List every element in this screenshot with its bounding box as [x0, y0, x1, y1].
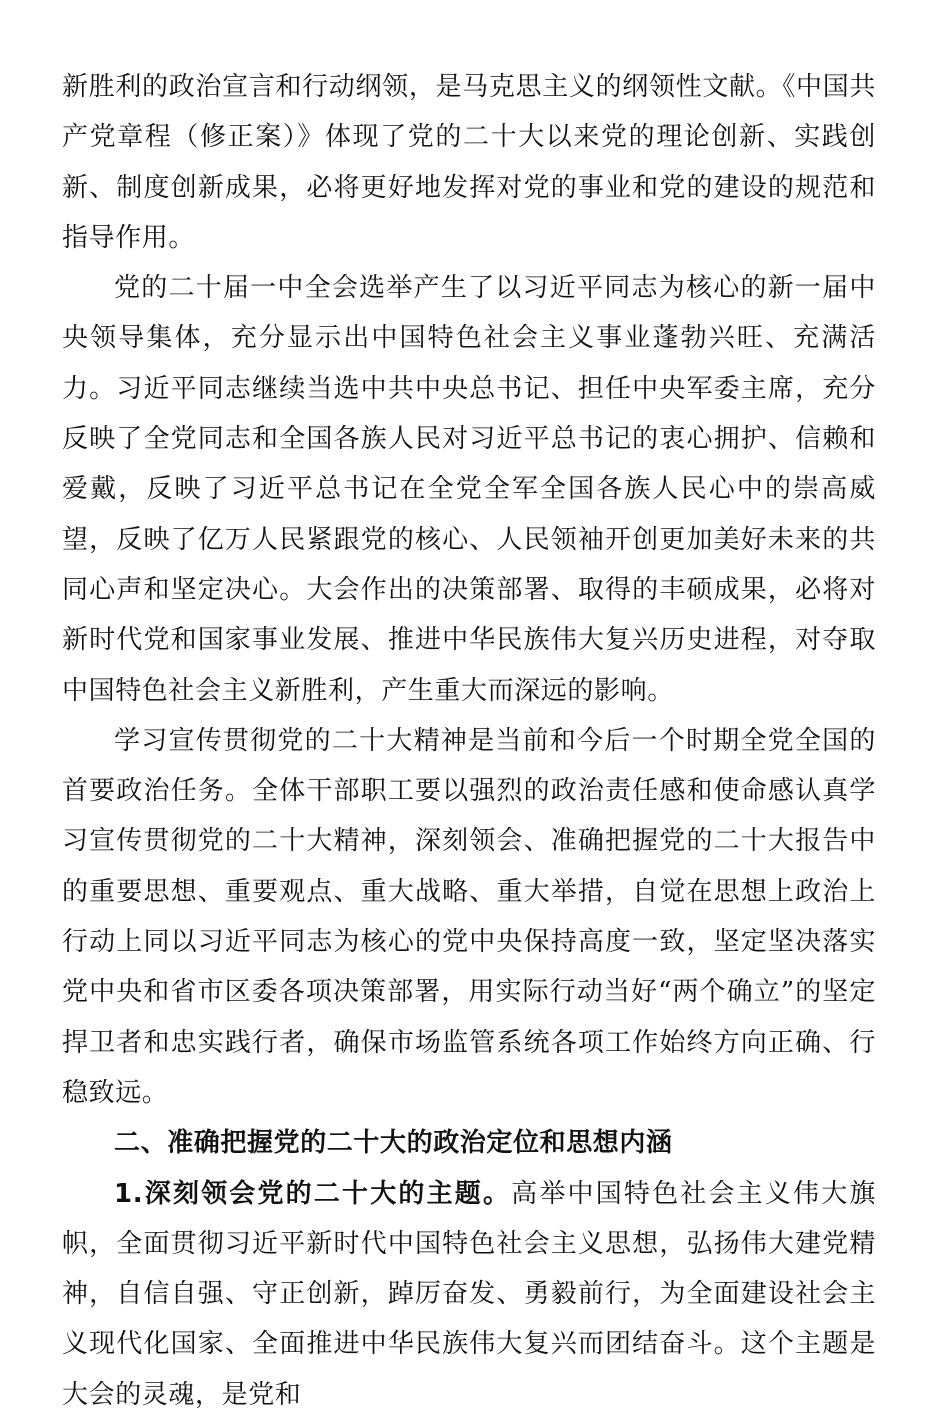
- subsection-text: 高举中国特色社会主义伟大旗帜，全面贯彻习近平新时代中国特色社会主义思想，弘扬伟大建党精神，自信自强、守正创新，踔厉奋发、勇毅前行，为全面建设社会主义现代化国家、全面推进中华民族伟大复兴而团结奋斗。这个主题是大会的灵魂，是党和: [62, 1178, 876, 1410]
- section-heading: 二、准确把握党的二十大的政治定位和思想内涵: [114, 1128, 673, 1159]
- document-page: [62, 62, 876, 1420]
- paragraph-theme: [62, 1169, 876, 1420]
- paragraph-plenum: 党的二十届一中全会选举产生了以习近平同志为核心的新一届中央领导集体，充分显示出中国特色社会主义事业蓬勃兴旺、充满活力。习近平同志继续当选中共中央总书记、担任中央军委主席，充分反映了全党同志和全国各族人民对习近平总书记的衷心拥护、信赖和爱戴，反映了习近平总书记在全党全军全国各族人民心中的崇高威望，反映了亿万人民紧跟党的核心、人民领袖开创更加美好未来的共同心声和坚定决心。大会作出的决策部署、取得的丰硕成果，必将对新时代党和国家事业发展、推进中华民族伟大复兴历史进程，对夺取中国特色社会主义新胜利，产生重大而深远的影响。: [62, 273, 876, 706]
- subsection-lead: 1.深刻领会党的二十大的主题。: [114, 1178, 512, 1209]
- paragraph-continued: 新胜利的政治宣言和行动纲领，是马克思主义的纲领性文献。《中国共产党章程（修正案）》体现了党的二十大以来党的理论创新、实践创新、制度创新成果，必将更好地发挥对党的事业和党的建设的规范和指导作用。: [62, 72, 876, 253]
- paragraph-study: 学习宣传贯彻党的二十大精神是当前和今后一个时期全党全国的首要政治任务。全体干部职工要以强烈的政治责任感和使命感认真学习宣传贯彻党的二十大精神，深刻领会、准确把握党的二十大报告中的重要思想、重要观点、重大战略、重大举措，自觉在思想上政治上行动上同以习近平同志为核心的党中央保持高度一致，坚定坚决落实党中央和省市区委各项决策部署，用实际行动当好“两个确立”的坚定捍卫者和忠实践行者，确保市场监管系统各项工作始终方向正确、行稳致远。: [62, 725, 876, 1108]
